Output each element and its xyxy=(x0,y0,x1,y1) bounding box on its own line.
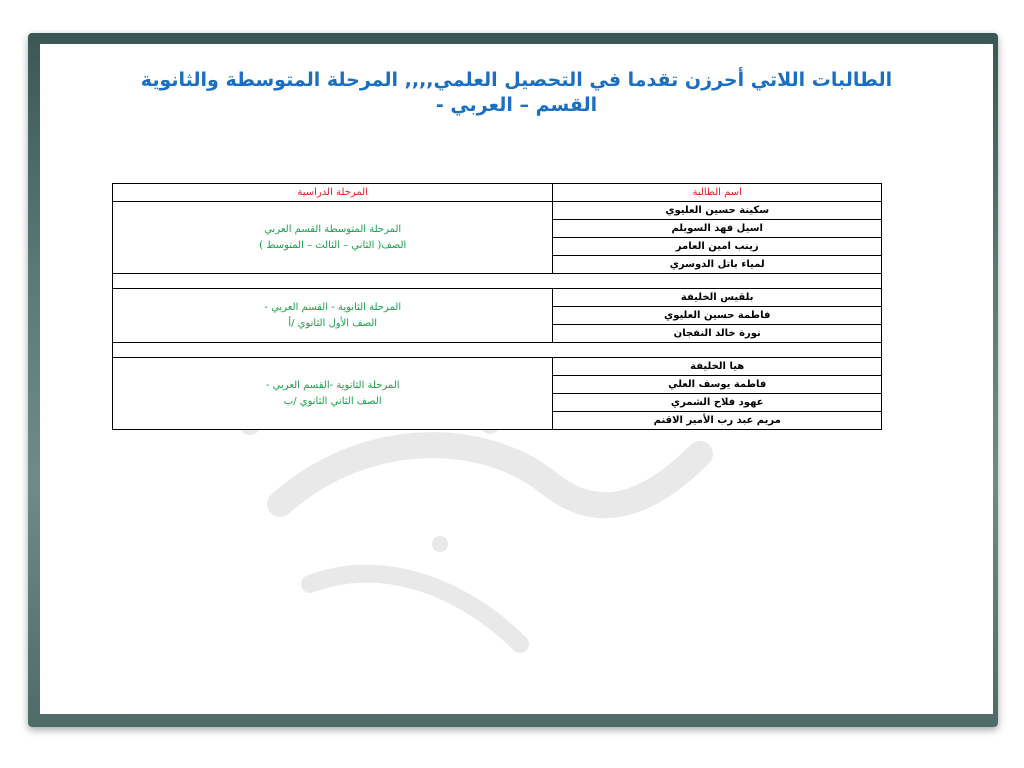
student-name: سكينة حسين العليوي xyxy=(553,202,882,220)
table-row xyxy=(113,202,882,220)
table-header-row xyxy=(113,184,882,202)
student-name: نورة خالد النفجان xyxy=(553,325,882,343)
student-name: هيا الخليفة xyxy=(553,358,882,376)
stage-line: المرحلة المتوسطة القسم العربي xyxy=(264,223,402,235)
spacer-cell xyxy=(113,343,882,358)
student-name: زينب امين العامر xyxy=(553,238,882,256)
students-table xyxy=(112,183,882,430)
header-student-name: اسم الطالبة xyxy=(553,184,882,202)
title-line-2: القسم – العربي - xyxy=(435,94,598,116)
student-name: مريم عبد رب الأمير الاقنم xyxy=(553,412,882,430)
stage-line: الصف الأول الثانوي /أ xyxy=(288,317,378,329)
stage-cell xyxy=(113,289,553,343)
stage-cell xyxy=(113,202,553,274)
student-name: اسيل فهد السويلم xyxy=(553,220,882,238)
header-stage: المرحلة الدراسية xyxy=(113,184,553,202)
student-name: عهود فلاح الشمري xyxy=(553,394,882,412)
stage-line: الصف الثاني الثانوي /ب xyxy=(283,395,382,407)
slide-canvas xyxy=(40,44,993,714)
table-row xyxy=(113,358,882,376)
student-name: فاطمة يوسف العلي xyxy=(553,376,882,394)
spacer-cell xyxy=(113,274,882,289)
student-name: لمياء باتل الدوسري xyxy=(553,256,882,274)
stage-line: الصف( الثاني – الثالث – المتوسط ) xyxy=(259,239,407,251)
spacer-row xyxy=(113,274,882,289)
student-name: فاطمة حسين العليوي xyxy=(553,307,882,325)
spacer-row xyxy=(113,343,882,358)
student-name: بلقيس الخليفة xyxy=(553,289,882,307)
stage-line: المرحلة الثانوية - القسم العربي - xyxy=(264,301,402,313)
stage-line: المرحلة الثانوية -القسم العربي - xyxy=(265,379,400,391)
table-row xyxy=(113,289,882,307)
page-title xyxy=(40,68,993,118)
title-line-1: الطالبات اللاتي أحرزن تقدما في التحصيل العلمي,,,, المرحلة المتوسطة والثانوية xyxy=(140,69,893,91)
stage-cell xyxy=(113,358,553,430)
